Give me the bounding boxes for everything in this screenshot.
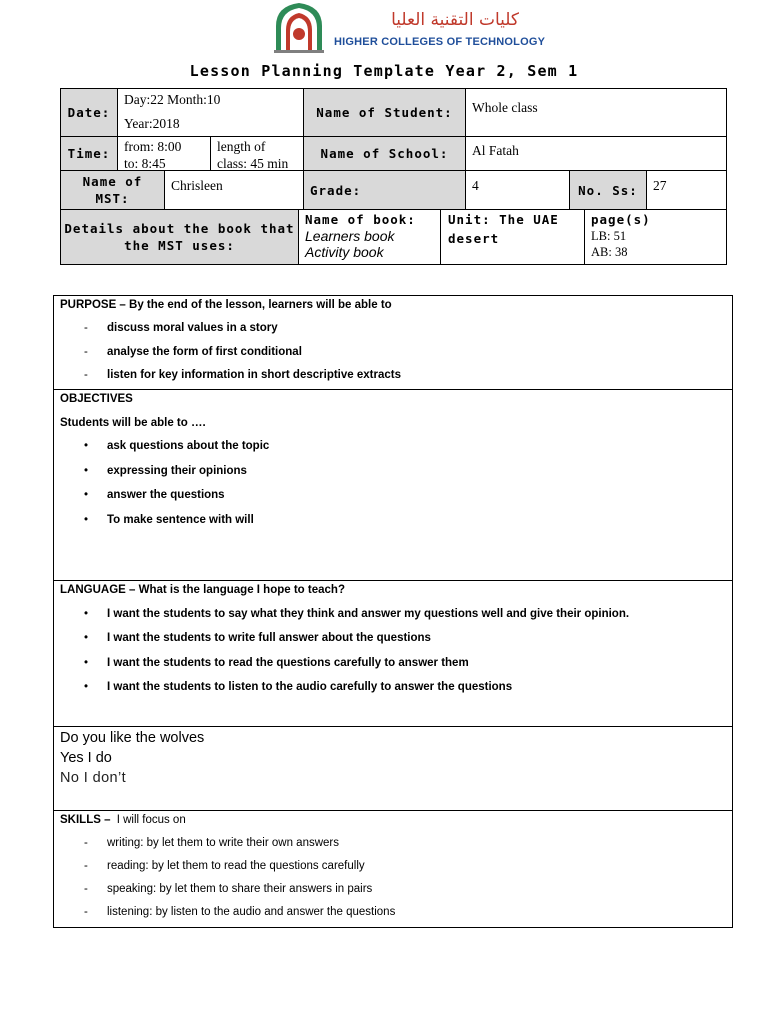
pages-label: page(s) [591, 212, 651, 227]
skills-item: listening: by listen to the audio and answer the questions [107, 906, 396, 918]
skills-bullet: - [84, 860, 88, 872]
mst-value: Chrisleen [164, 170, 304, 210]
grade-label: Grade: [303, 170, 466, 210]
skills-bullet: - [84, 883, 88, 895]
book-name-cell [298, 209, 441, 265]
objectives-item: answer the questions [107, 489, 225, 501]
example-line: No I don’t [60, 770, 127, 786]
logo-english-text: HIGHER COLLEGES OF TECHNOLOGY [334, 36, 546, 48]
language-bullet: • [84, 681, 89, 693]
objectives-item: expressing their opinions [107, 465, 247, 477]
unit-line1: Unit: The UAE [448, 212, 559, 227]
college-logo [270, 0, 546, 54]
language-item: I want the students to listen to the audio carefully to answer the questions [107, 681, 513, 693]
purpose-bullet: - [84, 346, 88, 358]
purpose-heading: PURPOSE – By the end of the lesson, learners will be able to [60, 299, 392, 311]
language-item: I want the students to write full answer about the questions [107, 632, 431, 644]
class-length-line2: class: 45 min [217, 156, 289, 171]
time-from: from: 8:00 [124, 139, 182, 154]
purpose-item: discuss moral values in a story [107, 322, 278, 334]
unit-line2: desert [448, 231, 500, 246]
date-year: Year:2018 [124, 116, 180, 131]
grade-value: 4 [465, 170, 570, 210]
example-line: Do you like the wolves [60, 730, 205, 746]
time-to: to: 8:45 [124, 156, 166, 171]
objectives-subheading: Students will be able to …. [60, 417, 206, 429]
book-name-activity: Activity book [305, 244, 384, 260]
no-ss-label: No. Ss: [569, 170, 647, 210]
pages-ab: AB: 38 [591, 245, 628, 259]
school-label: Name of School: [303, 136, 466, 171]
date-day-month: Day:22 Month:10 [124, 92, 221, 107]
pages-cell [584, 209, 727, 265]
purpose-item: analyse the form of first conditional [107, 346, 302, 358]
no-ss-value: 27 [646, 170, 727, 210]
objectives-heading: OBJECTIVES [60, 393, 133, 405]
skills-item: reading: by let them to read the questions carefully [107, 860, 365, 872]
book-details-label [60, 209, 299, 265]
mst-label-line2: MST: [95, 191, 130, 206]
objectives-bullet: • [84, 514, 89, 526]
book-details-line2: the MST uses: [124, 238, 235, 253]
objectives-bullet: • [84, 465, 89, 477]
class-length-line1: length of [217, 139, 266, 154]
time-value-cell [117, 136, 211, 171]
book-name-learners: Learners book [305, 228, 395, 244]
skills-heading-bold: SKILLS – [60, 814, 111, 826]
unit-cell [440, 209, 585, 265]
skills-heading [60, 814, 186, 826]
date-label: Date: [60, 88, 118, 137]
language-bullet: • [84, 608, 89, 620]
skills-heading-rest: I will focus on [116, 814, 186, 826]
book-details-line1: Details about the book that [64, 221, 295, 236]
time-label: Time: [60, 136, 118, 171]
examples-section [53, 726, 733, 811]
purpose-section [53, 295, 733, 390]
objectives-bullet: • [84, 440, 89, 452]
skills-item: writing: by let them to write their own answers [107, 837, 340, 849]
language-item: I want the students to read the questions carefully to answer them [107, 657, 469, 669]
date-value-cell [117, 88, 304, 137]
mst-label [60, 170, 165, 210]
purpose-bullet: - [84, 369, 88, 381]
objectives-bullet: • [84, 489, 89, 501]
school-value: Al Fatah [465, 136, 727, 171]
student-value: Whole class [465, 88, 727, 137]
objectives-item: ask questions about the topic [107, 440, 270, 452]
logo-arabic-text: كليات التقنية العليا [391, 10, 519, 30]
example-line: Yes I do [60, 750, 112, 766]
skills-bullet: - [84, 906, 88, 918]
language-item: I want the students to say what they think and answer my questions well and give their opinion. [107, 608, 630, 620]
language-bullet: • [84, 657, 89, 669]
objectives-item: To make sentence with will [107, 514, 254, 526]
pages-lb: LB: 51 [591, 229, 627, 243]
language-section [53, 580, 733, 727]
college-emblem-icon [270, 0, 328, 54]
book-name-label: Name of book: [305, 212, 416, 227]
skills-item: speaking: by let them to share their answers in pairs [107, 883, 373, 895]
mst-label-line1: Name of [82, 174, 143, 189]
objectives-section [53, 389, 733, 581]
purpose-item: listen for key information in short descriptive extracts [107, 369, 401, 381]
language-bullet: • [84, 632, 89, 644]
skills-bullet: - [84, 837, 88, 849]
skills-section [53, 810, 733, 928]
class-length-cell [210, 136, 304, 171]
page-title: Lesson Planning Template Year 2, Sem 1 [189, 62, 579, 80]
purpose-bullet: - [84, 322, 88, 334]
student-label: Name of Student: [303, 88, 466, 137]
language-heading: LANGUAGE – What is the language I hope to teach? [60, 584, 345, 596]
